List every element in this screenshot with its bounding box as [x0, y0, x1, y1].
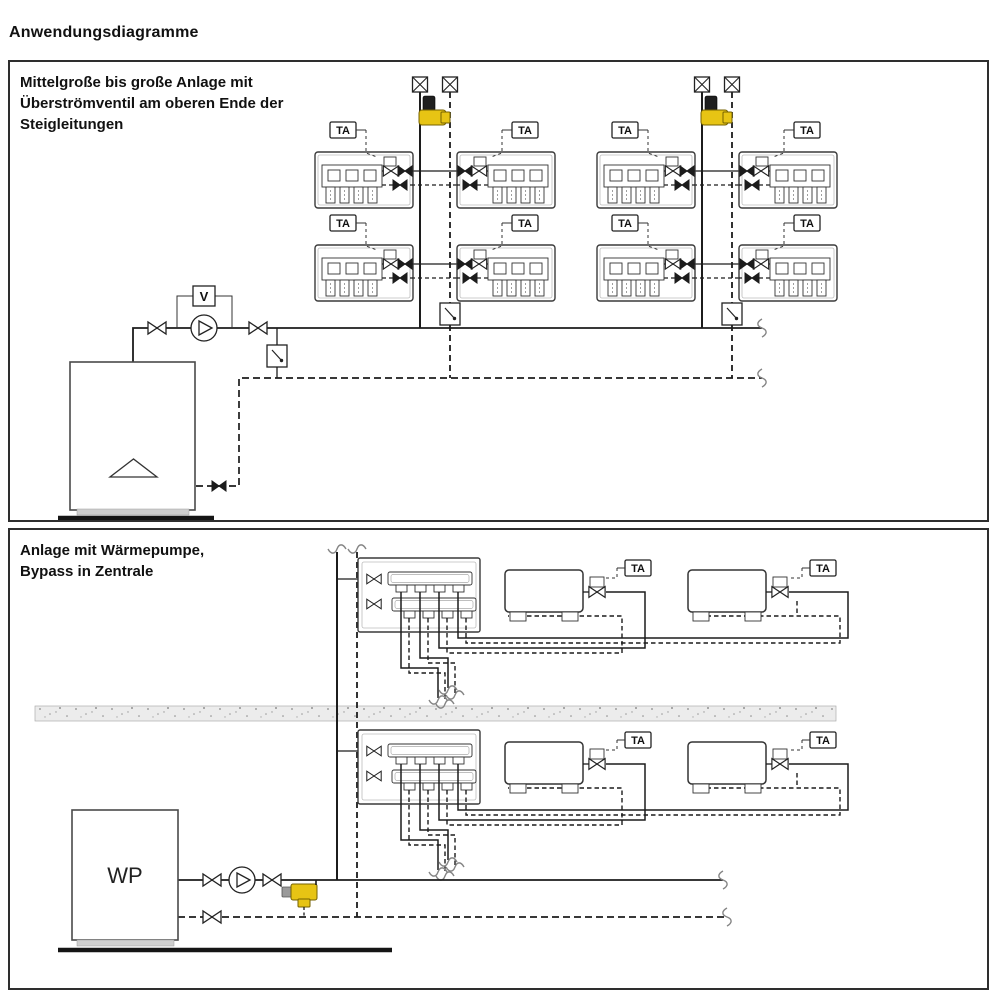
valve-actuator-box [773, 577, 787, 587]
shutoff-valve-icon [203, 874, 221, 886]
floor-distribution-group [337, 558, 848, 708]
shutoff-valve-icon [148, 322, 166, 334]
boiler-pump-assembly [58, 286, 766, 518]
circulation-pump-icon [191, 315, 217, 341]
svg-text:TA: TA [518, 125, 532, 137]
concrete-floor-slab [35, 706, 836, 721]
shutoff-valve-icon [203, 911, 221, 923]
shutoff-valve-icon [249, 322, 267, 334]
boiler-icon [70, 362, 195, 510]
thermostat-label [604, 560, 651, 578]
meter-bypass-pipe-left [177, 296, 193, 328]
svg-text:TA: TA [631, 563, 645, 575]
distribution-manifold-icon [358, 558, 480, 632]
panel-1-title-line-1: Mittelgroße bis große Anlage mit [20, 74, 253, 91]
bypass-overflow-valve-brass-icon [282, 880, 317, 917]
fan-coil-unit-icon [688, 570, 766, 621]
shutoff-valve-icon [263, 874, 281, 886]
return-main-pipe [196, 378, 762, 486]
page-title: Anwendungsdiagramme [9, 24, 199, 41]
floor-distribution-group [337, 730, 848, 880]
svg-text:TA: TA [336, 218, 350, 230]
svg-text:TA: TA [518, 218, 532, 230]
riser-group [315, 77, 555, 378]
radiator-unit [315, 245, 413, 301]
boiler-return-valve-icon [212, 481, 226, 491]
panel-heat-pump-system [8, 528, 989, 990]
panel-2-title-line-1: Anlage mit Wärmepumpe, [20, 542, 205, 559]
thermostatic-valve-icon [589, 587, 605, 598]
thermostatic-valve-icon [772, 587, 788, 598]
heat-pump-plinth [77, 940, 174, 946]
svg-text:TA: TA [816, 563, 830, 575]
air-vent-icon [443, 77, 458, 92]
check-valve-box-icon [440, 303, 460, 325]
panel-2-title-line-2: Bypass in Zentrale [20, 563, 154, 580]
valve-actuator-box [590, 577, 604, 587]
riser-group [597, 77, 837, 378]
svg-text:TA: TA [336, 125, 350, 137]
pipe-break-squiggle-icon [348, 545, 366, 553]
panel-1-title-line-3: Steigleitungen [20, 116, 124, 133]
panel-riser-system [8, 60, 989, 522]
heat-pump-label: WP [107, 863, 143, 888]
flow-meter-label: V [199, 289, 209, 304]
meter-bypass-pipe-right [215, 296, 232, 328]
thermostat-label [789, 560, 836, 578]
radiator-unit [315, 152, 413, 208]
radiator-unit [457, 245, 555, 301]
heat-pump-assembly [58, 810, 731, 950]
radiator-unit [457, 152, 555, 208]
panel-1-title-line-2: Überströmventil am oberen Ende der [20, 95, 284, 112]
supply-main-pipe [133, 328, 762, 362]
boiler-plinth [77, 509, 189, 515]
heat-pump-system-diagram [10, 530, 987, 988]
pipe-break-squiggle-icon [328, 545, 346, 553]
air-vent-icon [413, 77, 428, 92]
pipe-break-squiggle-icon [723, 908, 731, 926]
fan-coil-unit-icon [505, 570, 583, 621]
overflow-valve-brass-icon [419, 96, 450, 125]
riser-system-diagram [10, 62, 987, 520]
check-valve-box-icon [267, 345, 287, 367]
circulation-pump-icon [229, 867, 255, 893]
